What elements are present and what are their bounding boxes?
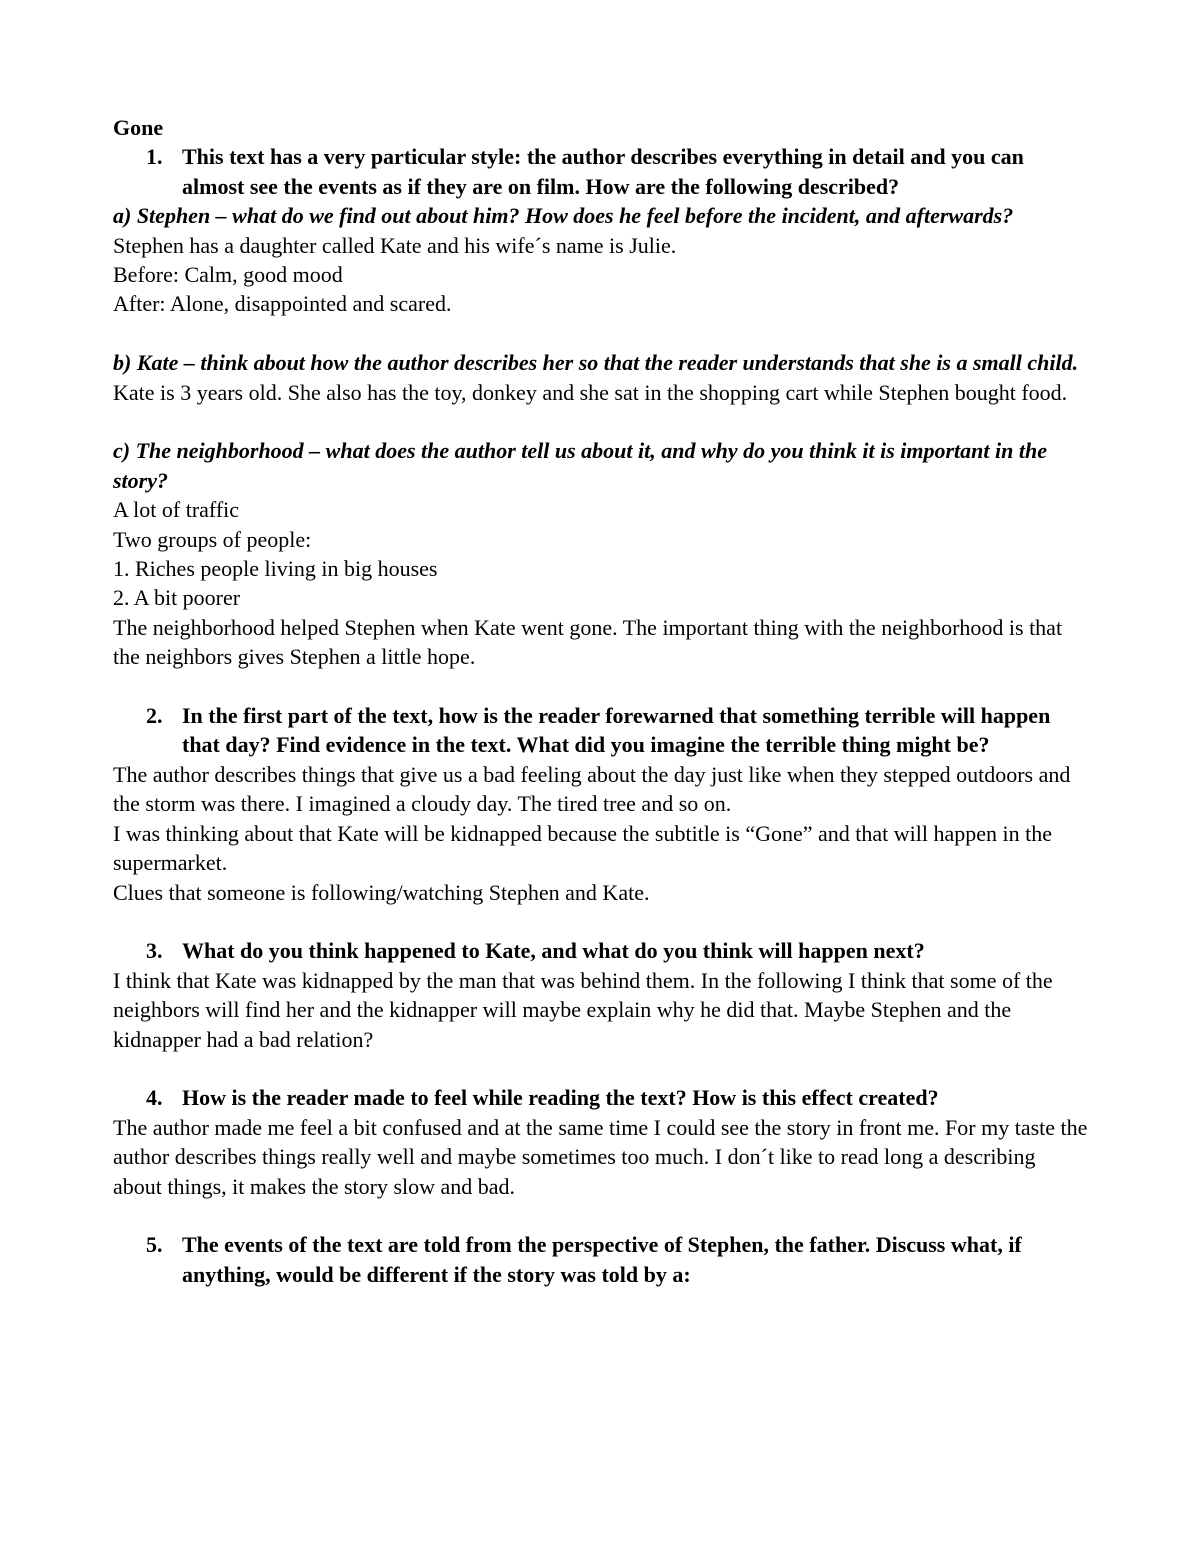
prompt-b: b) Kate – think about how the author describes her so that the reader understands that she is a small child. bbox=[113, 350, 1079, 376]
prompt-c: c) The neighborhood – what does the author tell us about it, and why do you think it is important in the story? bbox=[113, 438, 1047, 493]
question-2-number: 2. bbox=[146, 703, 163, 729]
answer-c-3: 1. Riches people living in big houses bbox=[113, 556, 438, 582]
answer-a-2: Before: Calm, good mood bbox=[113, 262, 343, 288]
document-page bbox=[113, 113, 1088, 1289]
question-1-number: 1. bbox=[146, 144, 163, 170]
answer-2-3: Clues that someone is following/watching Stephen and Kate. bbox=[113, 879, 650, 905]
answer-2-2: I was thinking about that Kate will be kidnapped because the subtitle is “Gone” and that will happen in the supermarket. bbox=[113, 820, 1053, 876]
answer-a-3: After: Alone, disappointed and scared. bbox=[113, 291, 452, 317]
answer-3: I think that Kate was kidnapped by the man that was behind them. In the following I think that some of the neighbors will find her and the kidnapper will maybe explain why he did that. Maybe Stephen and the kidnapper had a bad relation? bbox=[113, 967, 1053, 1052]
question-5 bbox=[113, 1230, 1088, 1289]
answer-b: Kate is 3 years old. She also has the toy, donkey and she sat in the shopping cart while Stephen bought food. bbox=[113, 379, 1068, 405]
spacer bbox=[113, 319, 1088, 348]
document-title: Gone bbox=[113, 115, 164, 140]
answer-4: The author made me feel a bit confused and at the same time I could see the story in front me. For my taste the author describes things really well and maybe sometimes too much. I don´t like to read long a describing about things, it makes the story slow and bad. bbox=[113, 1114, 1088, 1199]
question-4-text: How is the reader made to feel while reading the text? How is this effect created? bbox=[182, 1085, 939, 1111]
question-2-text: In the first part of the text, how is the reader forewarned that something terrible will happen that day? Find evidence in the text. What did you imagine the terrible thing might be? bbox=[182, 703, 1051, 758]
spacer bbox=[113, 672, 1088, 701]
question-2 bbox=[113, 701, 1088, 760]
answer-c-5: The neighborhood helped Stephen when Kate went gone. The important thing with the neighborhood is that the neighbors gives Stephen a little hope. bbox=[113, 614, 1063, 670]
spacer bbox=[113, 1201, 1088, 1230]
spacer bbox=[113, 407, 1088, 436]
answer-2-1: The author describes things that give us a bad feeling about the day just like when they stepped outdoors and the storm was there. I imagined a cloudy day. The tired tree and so on. bbox=[113, 761, 1071, 817]
answer-c-2: Two groups of people: bbox=[113, 526, 312, 552]
spacer bbox=[113, 1054, 1088, 1083]
question-5-number: 5. bbox=[146, 1232, 163, 1258]
question-5-text: The events of the text are told from the perspective of Stephen, the father. Discuss what, if anything, would be different if the story was told by a: bbox=[182, 1232, 1022, 1287]
question-3 bbox=[113, 936, 1088, 965]
answer-c-1: A lot of traffic bbox=[113, 497, 240, 523]
question-3-number: 3. bbox=[146, 938, 163, 964]
answer-a-1: Stephen has a daughter called Kate and his wife´s name is Julie. bbox=[113, 232, 677, 258]
question-4-number: 4. bbox=[146, 1085, 163, 1111]
answer-c-4: 2. A bit poorer bbox=[113, 585, 241, 611]
prompt-a: a) Stephen – what do we find out about him? How does he feel before the incident, and afterwards? bbox=[113, 203, 1014, 229]
question-3-text: What do you think happened to Kate, and what do you think will happen next? bbox=[182, 938, 925, 964]
question-1-text: This text has a very particular style: the author describes everything in detail and you can almost see the events as if they are on film. How are the following described? bbox=[182, 144, 1024, 199]
question-4 bbox=[113, 1083, 1088, 1112]
question-1 bbox=[113, 142, 1088, 201]
spacer bbox=[113, 907, 1088, 936]
